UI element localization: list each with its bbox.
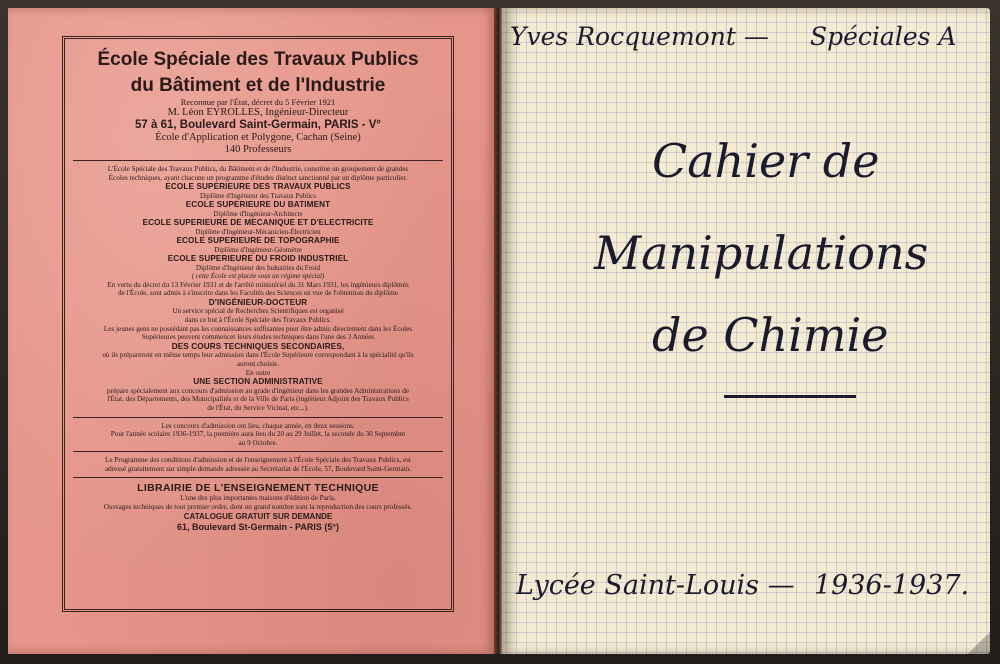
notebook-title-line2: Manipulations xyxy=(594,226,929,280)
address-line: 57 à 61, Boulevard Saint-Germain, PARIS - V° xyxy=(135,119,381,131)
annex-line: École d'Application et Polygone, Cachan (Seine) xyxy=(155,132,361,143)
admin-text xyxy=(73,387,443,413)
intro-line: Écoles techniques, ayant chacune un programme d'études distinct sanctionné par un diplôme particulier. xyxy=(108,173,408,182)
page-corner xyxy=(968,632,990,654)
student-name-text: Yves Rocquemont xyxy=(510,22,736,51)
froid-note: ( cette École est placée sous un régime spécial) xyxy=(191,272,325,281)
school-name: ECOLE SUPERIEURE DES TRAVAUX PUBLICS xyxy=(165,182,351,192)
title-underline xyxy=(724,395,856,398)
exam-line: Pour l'année scolaire 1936-1937, la première aura lieu du 20 au 29 Juillet, la seconde du 30 Septembre xyxy=(110,430,406,439)
school-diploma: Diplôme d'Ingénieur-Mécanicien-Électricien xyxy=(195,227,321,236)
cover-frame xyxy=(62,36,454,612)
notebook-title-line1: Cahier de xyxy=(652,134,880,188)
secondary-heading: DES COURS TECHNIQUES SECONDAIRES, xyxy=(171,341,345,351)
program-text xyxy=(73,456,443,473)
school-diploma: Diplôme d'Ingénieur-Architecte xyxy=(213,209,303,218)
secondary-line: où ils prépareront en même temps leur admission dans l'École Supérieure correspondant à la spécialité qu'ils xyxy=(102,351,414,360)
intro-line: L'École Spéciale des Travaux Publics, du Bâtiment et de l'Industrie, constitue un groupement de grandes xyxy=(107,165,409,173)
divider xyxy=(73,451,443,452)
admin-heading: UNE SECTION ADMINISTRATIVE xyxy=(193,377,323,387)
besides-text: En outre xyxy=(245,368,271,377)
notebook-title-line3: de Chimie xyxy=(652,308,889,362)
school-diploma: Diplôme d'Ingénieur-Géomètre xyxy=(214,245,302,254)
class-section: Spéciales A xyxy=(810,22,957,51)
exam-line: au 9 Octobre. xyxy=(238,438,278,447)
exam-text xyxy=(73,422,443,448)
library-line: L'une des plus importantes maisons d'édition de Paris. xyxy=(180,494,336,503)
research-text xyxy=(73,307,443,324)
admin-line: prépare spécialement aux concours d'admission au grade d'ingénieur dans les grandes Administrations de xyxy=(107,386,409,395)
intro-text xyxy=(73,165,443,182)
school-name: ECOLE SUPERIEURE DU FROID INDUSTRIEL xyxy=(167,254,349,264)
divider xyxy=(73,477,443,478)
dash: — xyxy=(767,570,795,601)
notebook-page xyxy=(502,8,990,654)
young-text xyxy=(73,325,443,342)
school-name: ECOLE SUPERIEURE DE MECANIQUE ET D'ELECTRICITE xyxy=(142,218,374,228)
recognition-line: Reconnue par l'État, décret du 5 Février 1921 xyxy=(180,97,336,107)
library-text xyxy=(73,494,443,511)
school-title-line2: du Bâtiment et de l'Industrie xyxy=(130,75,386,96)
library-title: LIBRAIRIE DE L'ENSEIGNEMENT TECHNIQUE xyxy=(137,482,379,495)
library-line: Ouvrages techniques de tout premier ordre, dont un grand nombre sont la reproduction des cours professés. xyxy=(103,503,413,512)
school-name: ECOLE SUPERIEURE DU BATIMENT xyxy=(185,200,331,210)
school-diploma: Diplôme d'Ingénieur des Travaux Publics xyxy=(200,191,316,200)
young-line: Les jeunes gens ne possédant pas les connaissances suffisantes pour être admis directement dans les Écoles xyxy=(103,324,413,333)
doctor-heading: D'INGÉNIEUR-DOCTEUR xyxy=(208,297,308,307)
student-name xyxy=(510,22,769,51)
library-address: 61, Boulevard St-Germain - PARIS (5°) xyxy=(177,521,339,532)
divider xyxy=(73,417,443,418)
decree-line: En vertu du décret du 13 Février 1931 et de l'arrêté ministériel du 31 Mars 1931, les ingénieurs diplômés xyxy=(107,280,409,289)
catalogue-line: CATALOGUE GRATUIT SUR DEMANDE xyxy=(183,511,333,521)
cover-page xyxy=(8,8,496,654)
school-name-handwritten xyxy=(516,570,795,601)
school-name: ECOLE SUPERIEURE DE TOPOGRAPHIE xyxy=(176,236,340,246)
director-line: M. Léon EYROLLES, Ingénieur-Directeur xyxy=(167,107,349,118)
decree-text xyxy=(73,281,443,298)
admin-line: de l'État, du Service Vicinal, etc...). xyxy=(207,403,309,412)
secondary-text xyxy=(73,351,443,368)
decree-line: de l'École, sont admis à s'inscrire dans les Facultés des Sciences en vue de l'obtention du diplôme xyxy=(118,289,398,298)
program-line: Le Programme des conditions d'admission et de l'enseignement à l'École Spéciale des Travaux Publics, est xyxy=(105,456,411,465)
young-line: Supérieures peuvent commencer leurs études techniques dans l'une des 3 Années xyxy=(141,333,375,342)
secondary-line: auront choisie. xyxy=(236,359,280,368)
exam-line: Les concours d'admission ont lieu, chaque année, en deux sessions. xyxy=(161,421,355,430)
school-year: 1936-1937. xyxy=(814,570,970,601)
program-line: adressé gratuitement sur simple demande adressée au Secrétariat de l'École, 57, Boulevard Saint-Germain. xyxy=(104,464,412,473)
school-diploma: Diplôme d'Ingénieur des Industries du Froid xyxy=(196,263,320,272)
divider xyxy=(73,160,443,161)
school-text: Lycée Saint-Louis xyxy=(516,570,760,601)
research-line: Un service spécial de Recherches Scientifiques est organisé xyxy=(172,307,344,316)
school-title-line1: École Spéciale des Travaux Publics xyxy=(97,49,419,70)
research-line: dans ce but à l'École Spéciale des Travaux Publics. xyxy=(184,315,332,324)
dash: — xyxy=(743,22,769,51)
admin-line: l'État, des Départements, des Municipalités et de la Ville de Paris (ingénieur Adjoint des Travaux Publics xyxy=(107,395,409,404)
professors-line: 140 Professeurs xyxy=(224,144,292,155)
